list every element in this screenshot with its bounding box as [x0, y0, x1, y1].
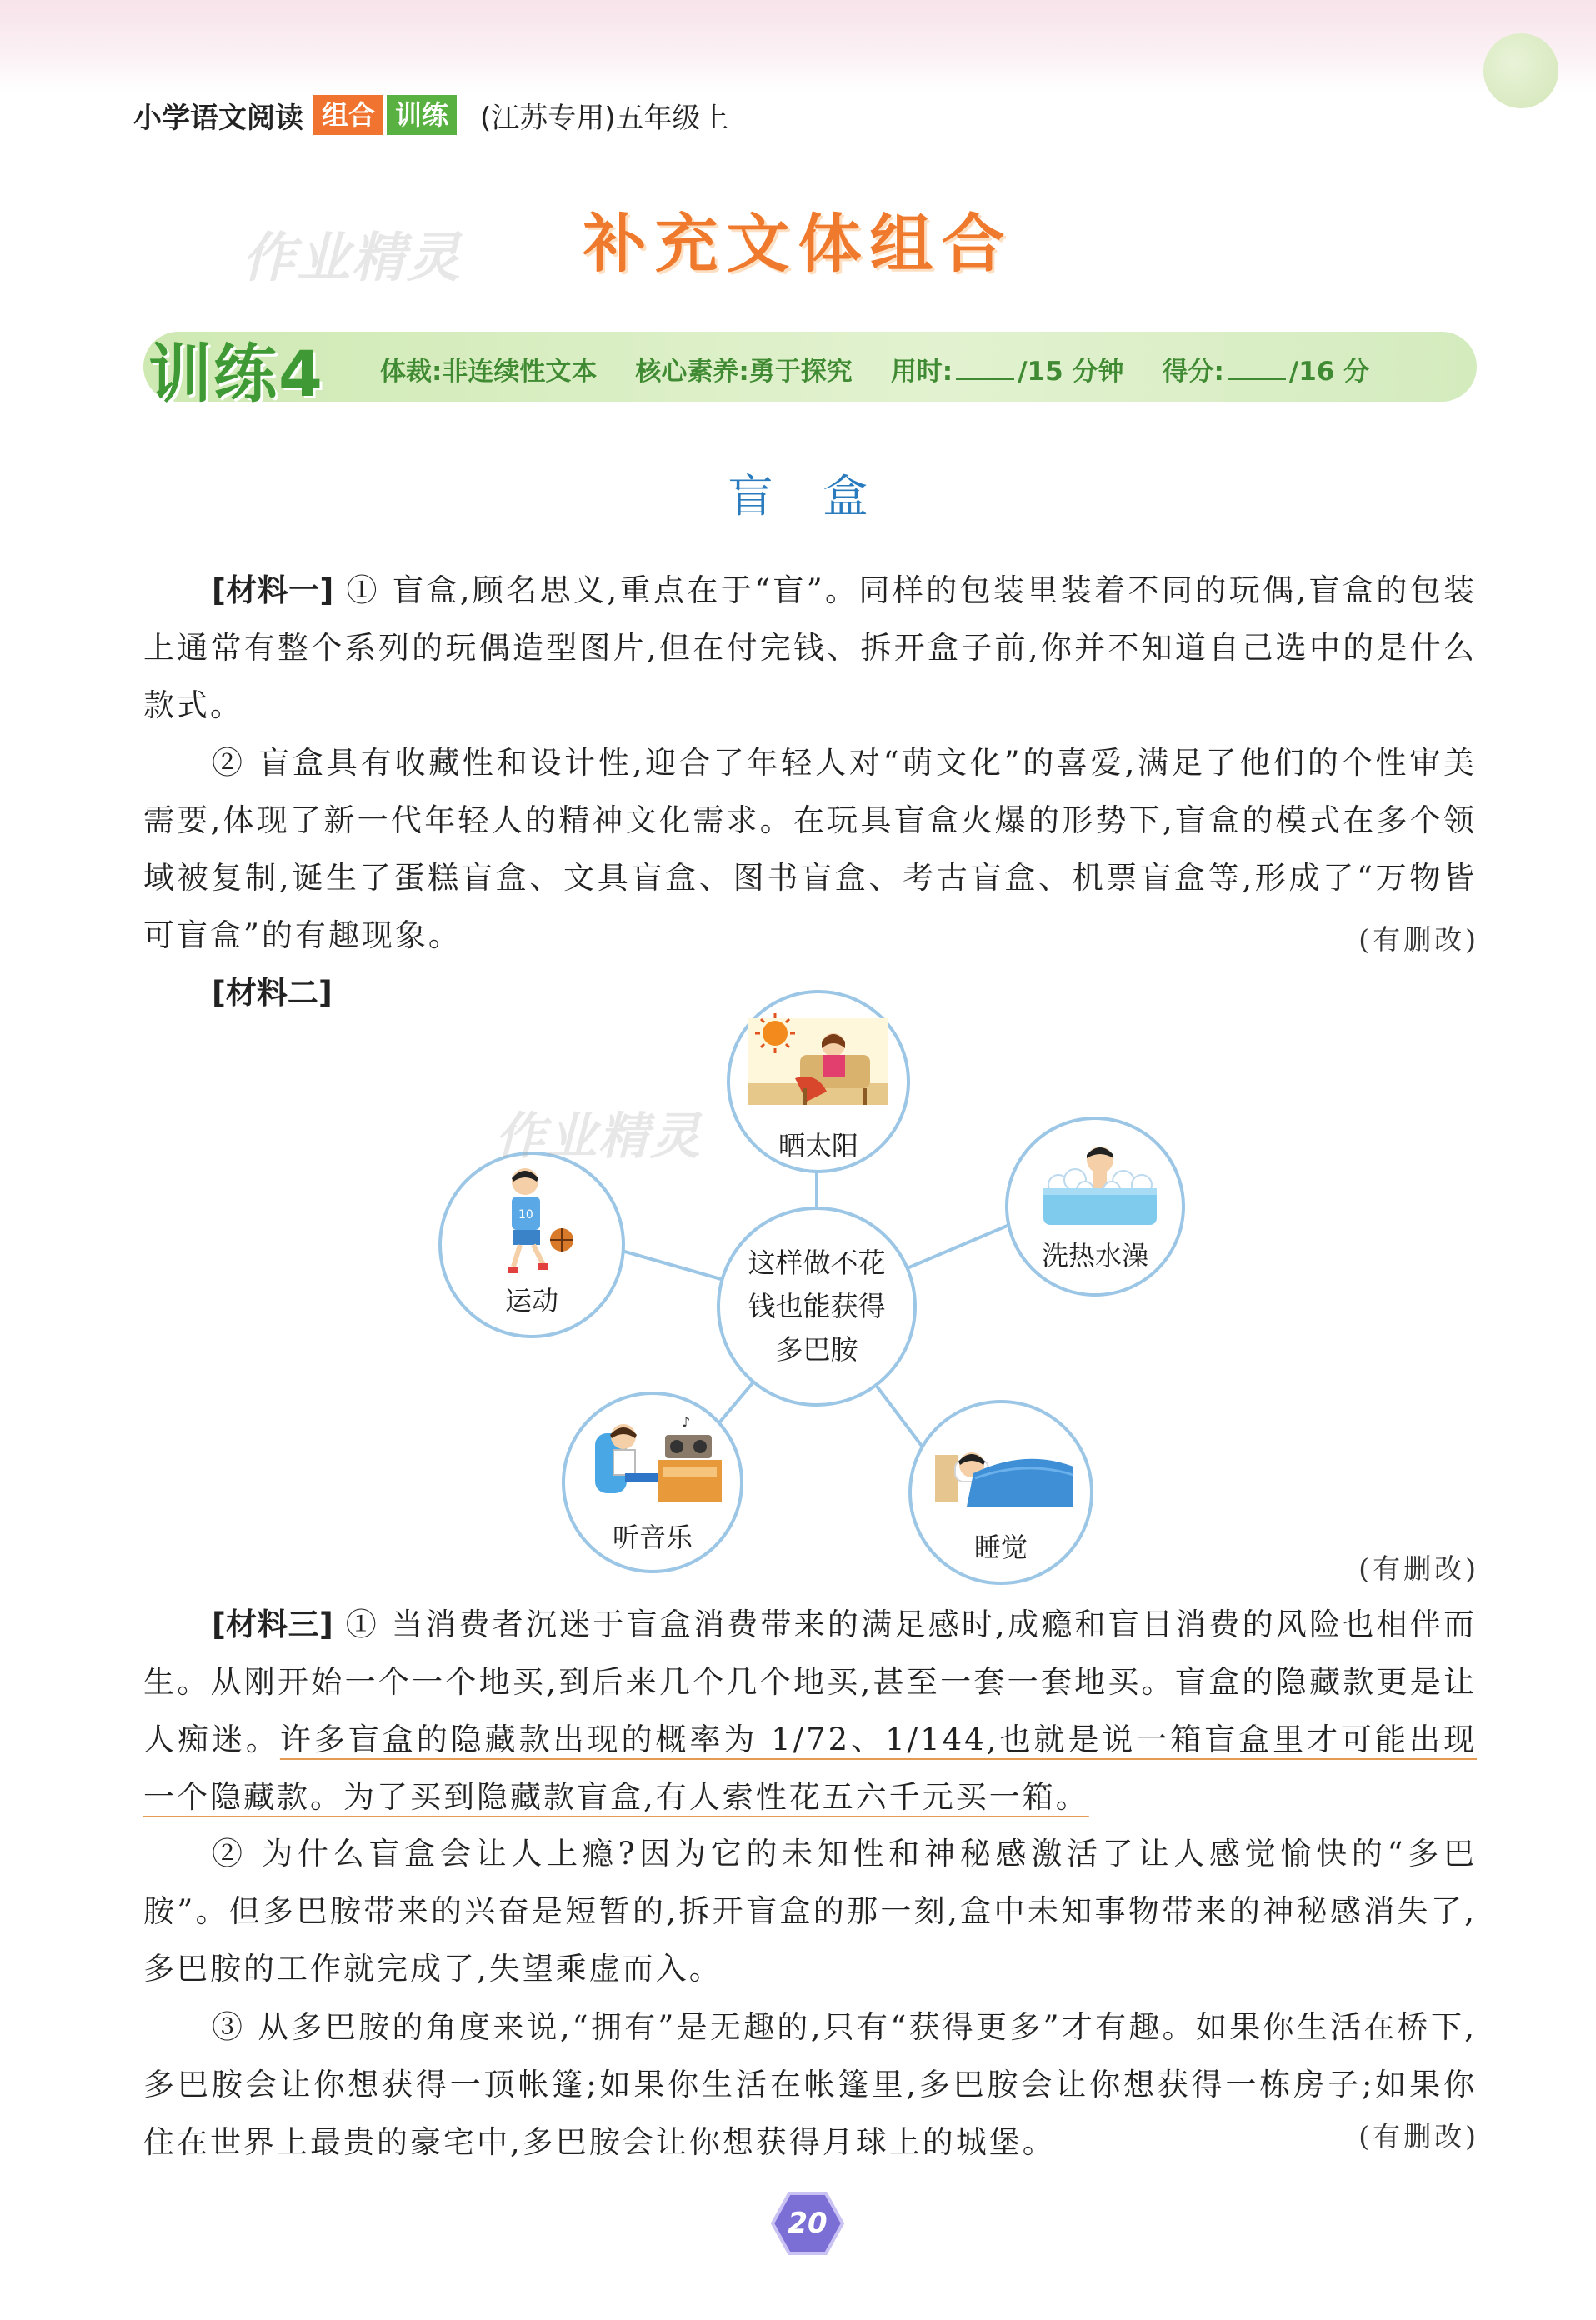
header-pill-combo: 组合: [313, 95, 383, 135]
material1-bracket: [材料一]: [212, 572, 334, 608]
material3-note: (有删改): [1352, 2115, 1479, 2154]
material3-text3: ③ 从多巴胺的角度来说,“拥有”是无趣的,只有“获得更多”才有趣。如果你生活在桥下,多巴胺会让你想获得一顶帐篷;如果你生活在帐篷里,多巴胺会让你想获得一栋房子;如果你住在世界上最贵的豪宅中,多巴胺会让你想获得月球上的城堡。: [143, 2009, 1477, 2160]
watermark-2: 作业精灵: [495, 1108, 702, 1166]
material3-para1: [143, 1596, 1477, 1826]
mm-center-line1: 这样做不花: [748, 1247, 886, 1279]
music-illustration: [583, 1410, 730, 1510]
training-info: [380, 345, 1369, 392]
material1-note: (有删改): [1358, 923, 1479, 956]
material3-para3: [143, 1998, 1477, 2171]
book-edition: (江苏专用)五年级上: [480, 101, 729, 135]
material3-text1a: ① 当消费者沉迷于盲盒消费带来的满足感时,成瘾和盲目消费的风险也相伴而生。从刚开始一个一个地买,到后来几个几个地买,甚至一套一套地买。盲盒的隐藏款更是让人痴迷。: [143, 1607, 1477, 1758]
material1-para1: [143, 562, 1477, 734]
bath-illustration: [1025, 1132, 1172, 1232]
material1-text2: ② 盲盒具有收藏性和设计性,迎合了年轻人对“萌文化”的喜爱,满足了他们的个性审美需要,体现了新一代年轻人的精神文化需求。在玩具盲盒火爆的形势下,盲盒的模式在多个领域被复制,诞生了蛋糕盲盒、文具盲盒、图书盲盒、考古盲盒、机票盲盒等,形成了“万物皆可盲盒”的有趣现象。: [143, 745, 1477, 953]
mm-label-bath: 洗热水澡: [1041, 1240, 1148, 1272]
mm-node-sleep: [908, 1400, 1093, 1585]
material2-bracket: [材料二]: [212, 975, 333, 1011]
material3-underlined: 许多盲盒的隐藏款出现的概率为 1/72、1/144,也就是说一箱盲盒里才可能出现一个隐藏款。为了买到隐藏款盲盒,有人索性花五六千元买一箱。: [143, 1722, 1477, 1815]
time-total: /15 分钟: [1018, 356, 1124, 387]
mm-label-sleep: 睡觉: [973, 1532, 1028, 1563]
material2-note: (有删改): [1358, 1552, 1479, 1585]
mm-center: [717, 1207, 917, 1407]
mm-label-sport: 运动: [504, 1285, 558, 1317]
mm-center-line2: 钱也能获得: [748, 1290, 886, 1322]
page-number-text: 20: [788, 2207, 828, 2240]
score-total: /16 分: [1288, 356, 1370, 387]
basketball-illustration: [483, 1163, 587, 1280]
training-genre: 体裁:非连续性文本: [380, 356, 598, 387]
mm-center-line3: 多巴胺: [775, 1333, 858, 1366]
time-label: 用时:: [890, 356, 953, 387]
time-blank[interactable]: [956, 357, 1014, 380]
page-number: [771, 2190, 844, 2257]
book-series: 小学语文阅读: [133, 101, 303, 135]
mm-label-sun: 晒太阳: [778, 1130, 858, 1162]
material1-para2: [143, 734, 1477, 964]
sunbathing-illustration: [740, 1002, 897, 1118]
mm-node-music: [562, 1392, 743, 1573]
material3-bracket: [材料三]: [212, 1607, 333, 1642]
mm-node-sport: [438, 1152, 625, 1338]
header-pill-training: 训练: [387, 95, 457, 135]
article-title: 盲盒: [728, 470, 918, 522]
top-band: [0, 0, 1596, 92]
mm-label-music: 听音乐: [612, 1522, 693, 1553]
material1-text1: ① 盲盒,顾名思义,重点在于“盲”。同样的包装里装着不同的玩偶,盲盒的包装上通常有整个系列的玩偶造型图片,但在付完钱、拆开盒子前,你并不知道自己选中的是什么款式。: [143, 572, 1477, 723]
watermark: 作业精灵: [242, 228, 462, 289]
svg-text:10: 10: [518, 1208, 533, 1222]
material3-text2: ② 为什么盲盒会让人上瘾?因为它的未知性和神秘感激活了让人感觉愉快的“多巴胺”。但多巴胺带来的兴奋是短暂的,拆开盲盒的那一刻,盒中未知事物带来的神秘感消失了,多巴胺的工作就完成了,失望乘虚而入。: [143, 1836, 1477, 1987]
material3-para2: [143, 1825, 1477, 1998]
mm-node-bath: [1005, 1117, 1185, 1297]
svg-text:♪: ♪: [682, 1414, 691, 1430]
section-title: 补充文体组合: [583, 207, 1013, 281]
sleeping-illustration: [925, 1423, 1080, 1515]
mm-node-sun: [727, 990, 910, 1173]
score-label: 得分:: [1162, 356, 1224, 387]
training-label: 训练4: [148, 337, 324, 411]
score-blank[interactable]: [1228, 357, 1286, 380]
training-literacy: 核心素养:勇于探究: [635, 356, 853, 387]
book-header: [133, 93, 729, 137]
corner-decoration: [1483, 33, 1558, 108]
